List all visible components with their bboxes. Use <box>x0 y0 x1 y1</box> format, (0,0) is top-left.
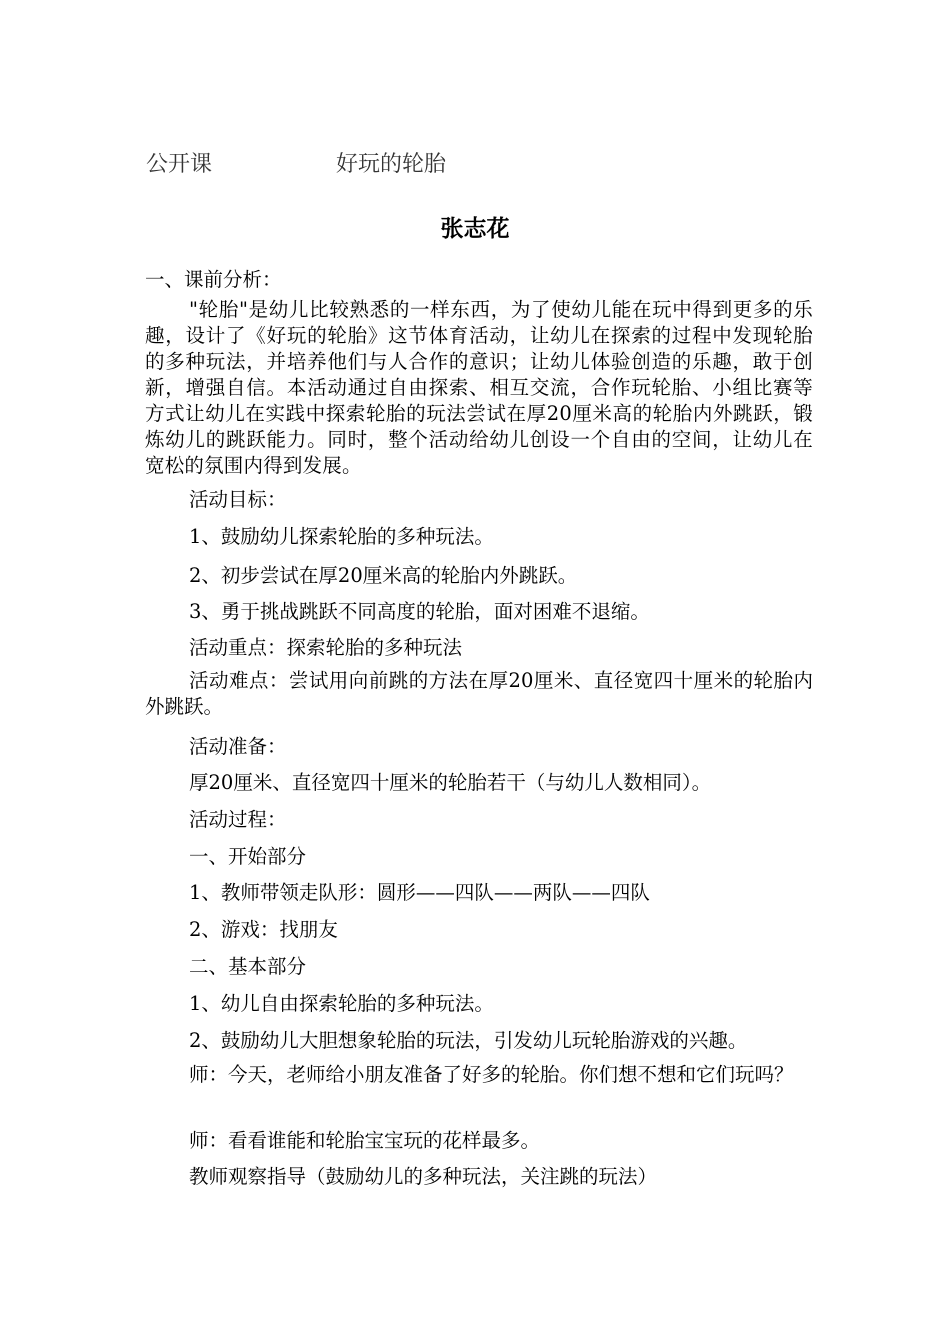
prep-text: 厚20厘米、直径宽四十厘米的轮胎若干（与幼儿人数相同）。 <box>189 771 712 794</box>
goal-item-3: 3、勇于挑战跳跃不同高度的轮胎，面对困难不退缩。 <box>189 600 650 623</box>
part1-item-2: 2、游戏：找朋友 <box>189 918 338 941</box>
part1-item-1: 1、教师带领走队形：圆形——四队——两队——四队 <box>189 881 650 904</box>
course-label: 公开课 <box>146 152 213 177</box>
goal-item-2: 2、初步尝试在厚20厘米高的轮胎内外跳跃。 <box>189 564 578 587</box>
part2-heading: 二、基本部分 <box>189 955 307 978</box>
process-heading: 活动过程： <box>189 808 287 831</box>
lesson-title: 好玩的轮胎 <box>336 152 447 177</box>
pre-analysis-heading: 一、课前分析： <box>145 268 282 291</box>
goals-heading: 活动目标： <box>189 488 287 511</box>
goal-item-1: 1、鼓励幼儿探索轮胎的多种玩法。 <box>189 525 494 548</box>
part2-item-1: 1、幼儿自由探索轮胎的多种玩法。 <box>189 992 494 1015</box>
prep-heading: 活动准备： <box>189 735 287 758</box>
part1-heading: 一、开始部分 <box>189 845 307 868</box>
part2-item-2: 2、鼓励幼儿大胆想象轮胎的玩法，引发幼儿玩轮胎游戏的兴趣。 <box>189 1029 748 1052</box>
key-point: 活动重点：探索轮胎的多种玩法 <box>189 636 463 659</box>
teacher-line-2: 师：看看谁能和轮胎宝宝玩的花样最多。 <box>189 1129 541 1152</box>
difficulty-paragraph: 活动难点：尝试用向前跳的方法在厚20厘米、直径宽四十厘米的轮胎内外跳跃。 <box>145 669 813 718</box>
pre-analysis-text: "轮胎"是幼儿比较熟悉的一样东西，为了使幼儿能在玩中得到更多的乐趣，设计了《好玩的轮胎》这节体育活动，让幼儿在探索的过程中发现轮胎的多种玩法，并培养他们与人合作的意识；让幼儿体验创造的乐趣，敢于创新，增强自信。本活动通过自由探索、相互交流，合作玩轮胎、小组比赛等方式让幼儿在实践中探索轮胎的玩法尝试在厚20厘米高的轮胎内外跳跃，锻炼幼儿的跳跃能力。同时，整个活动给幼儿创设一个自由的空间，让幼儿在宽松的氛围内得到发展。 <box>145 298 813 477</box>
pre-analysis-paragraph <box>145 297 813 479</box>
author-name: 张志花 <box>440 216 510 242</box>
observation-note: 教师观察指导（鼓励幼儿的多种玩法，关注跳的玩法） <box>189 1165 658 1188</box>
teacher-line-1: 师：今天，老师给小朋友准备了好多的轮胎。你们想不想和它们玩吗？ <box>189 1063 794 1086</box>
